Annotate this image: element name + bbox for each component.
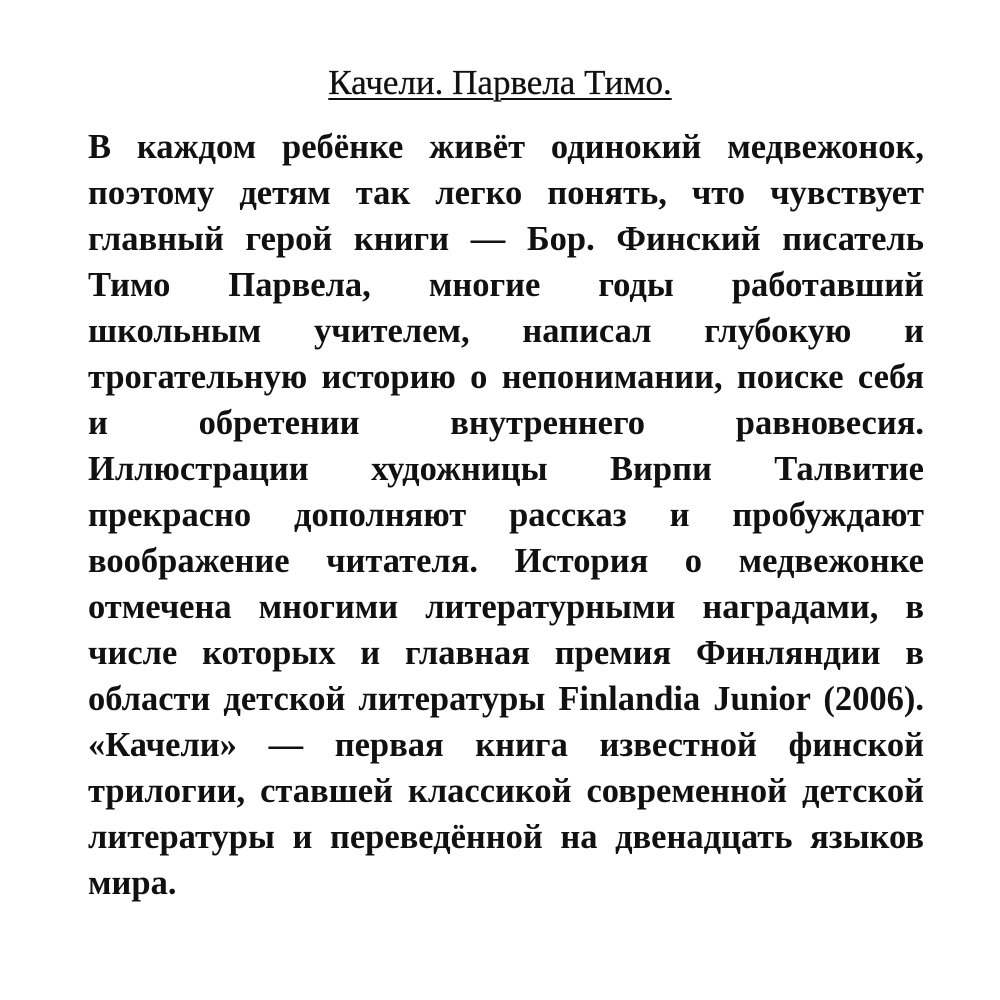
body-line: и обретении внутреннего равновесия. bbox=[88, 404, 924, 442]
body-line: главный герой книги — Бор. Финский писатель bbox=[88, 220, 924, 258]
body-line-last: мира. bbox=[88, 864, 177, 902]
body-line: поэтому детям так легко понять, что чувствует bbox=[88, 174, 924, 212]
body-line: Иллюстрации художницы Вирпи Талвитие bbox=[88, 450, 924, 488]
body-line: числе которых и главная премия Финляндии в bbox=[88, 634, 924, 672]
body-line: области детской литературы Finlandia Junior (2006). bbox=[88, 680, 924, 718]
body-line: прекрасно дополняют рассказ и пробуждают bbox=[88, 496, 924, 534]
body-line: В каждом ребёнке живёт одинокий медвежонок, bbox=[88, 128, 924, 166]
document-title: Качели. Парвела Тимо. bbox=[328, 63, 672, 102]
body-line: литературы и переведённой на двенадцать языков bbox=[88, 818, 924, 856]
body-line: Тимо Парвела, многие годы работавший bbox=[88, 266, 924, 304]
body-line: трогательную историю о непонимании, поиске себя bbox=[88, 358, 924, 396]
body-line: отмечена многими литературными наградами, в bbox=[88, 588, 924, 626]
body-line: «Качели» — первая книга известной финской bbox=[88, 726, 924, 764]
body-line: воображение читателя. История о медвежонке bbox=[88, 542, 924, 580]
body-line: школьным учителем, написал глубокую и bbox=[88, 312, 924, 350]
document-body bbox=[88, 124, 924, 906]
body-line: трилогии, ставшей классикой современной детской bbox=[88, 772, 924, 810]
